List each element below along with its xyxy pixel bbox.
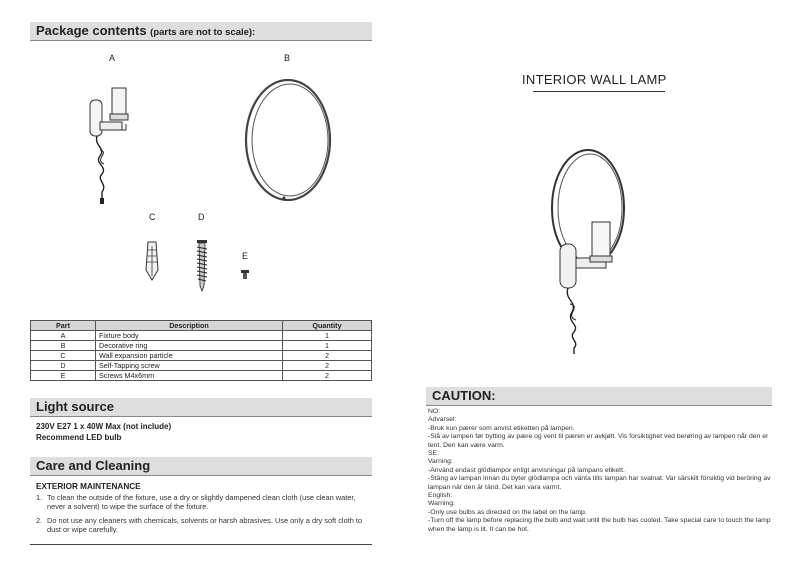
decorative-ring-drawing [240, 74, 340, 208]
caution-line: -Turn off the lamp before replacing the bulb and wait until the bulb has cooled. Take special care to touch the lamp when the lamp is lit. It can be hot. [428, 517, 771, 533]
fixture-body-drawing [80, 80, 140, 210]
care-cleaning-header [30, 457, 372, 476]
light-spec-line: Recommend LED bulb [36, 432, 122, 442]
wall-lamp-illustration [548, 140, 632, 356]
table-header-row [31, 321, 372, 331]
small-screw-drawing [241, 270, 249, 280]
table-cell: C [31, 351, 96, 361]
bottom-rule [30, 544, 372, 545]
caution-line: -Använd endast glödlampor enligt anvisningar på lampans etikett. [428, 466, 625, 474]
caution-line: Varning: [428, 458, 453, 466]
caution-line: -Stäng av lampan innan du byter glödlampa och vänta tills lampan har svalnat. Var särskilt försiktig vid beröring av lampan när den är tänd. Det kan vara varmt. [428, 475, 771, 491]
caution-line: Advarsel: [428, 416, 457, 424]
table-cell: 2 [283, 351, 372, 361]
table-cell: 2 [283, 371, 372, 381]
table-cell: Fixture body [96, 331, 283, 341]
title-underline [533, 91, 665, 92]
caution-line: NO: [428, 408, 441, 415]
table-cell: Wall expansion particle [96, 351, 283, 361]
care-item [36, 516, 372, 535]
table-cell: Self-Tapping screw [96, 361, 283, 371]
care-item-text: Do not use any cleaners with chemicals, solvents or harsh abrasives. Use only a dry soft cloth to dust or wipe carefully. [47, 516, 363, 535]
caution-line: SE: [428, 450, 439, 458]
part-label-b: B [284, 53, 291, 63]
care-item [36, 493, 372, 512]
table-row [31, 351, 372, 361]
column-header-description: Description [96, 321, 283, 331]
light-source-title: Light source [36, 399, 115, 414]
caution-line: -Only use bulbs as directed on the label on the lamp. [428, 508, 587, 516]
exterior-maintenance-title: EXTERIOR MAINTENANCE [36, 482, 141, 491]
table-row [31, 331, 372, 341]
package-note: (parts are not to scale): [150, 27, 256, 38]
wall-plug-drawing [140, 240, 164, 284]
table-cell: Screws M4x6mm [96, 371, 283, 381]
column-header-part: Part [31, 321, 96, 331]
table-cell: E [31, 371, 96, 381]
part-label-a: A [109, 53, 116, 63]
light-source-header [30, 398, 372, 417]
caution-line: Warning: [428, 500, 455, 508]
table-row [31, 371, 372, 381]
table-cell: Decorative ring [96, 341, 283, 351]
care-item-number: 1. [36, 493, 43, 502]
light-source-spec [36, 422, 171, 443]
caution-line: -Bruk kun pærer som anvist etiketten på lampen. [428, 424, 575, 432]
table-row [31, 341, 372, 351]
care-item-number: 2. [36, 516, 43, 525]
table-cell: D [31, 361, 96, 371]
part-label-c: C [149, 212, 156, 222]
parts-table [30, 320, 372, 381]
part-label-d: D [198, 212, 205, 222]
part-label-e: E [242, 251, 249, 261]
table-cell: 2 [283, 361, 372, 371]
caution-header [426, 387, 772, 406]
table-cell: B [31, 341, 96, 351]
package-contents-header [30, 22, 372, 41]
product-title: INTERIOR WALL LAMP [522, 72, 667, 87]
column-header-quantity: Quantity [283, 321, 372, 331]
table-cell: 1 [283, 341, 372, 351]
caution-line: -Slå av lampen før bytting av pære og vent til pæren er avkjølt. Vis forsiktighet ved berøring av lampen når den er tent. Den kan være varm. [428, 433, 769, 449]
screw-drawing [192, 240, 212, 292]
care-cleaning-title: Care and Cleaning [36, 458, 151, 473]
table-cell: A [31, 331, 96, 341]
caution-line: English: [428, 492, 453, 500]
table-row [31, 361, 372, 371]
care-item-text: To clean the outside of the fixture, use a dry or slightly dampened clean cloth (use clean water, never a solvent) to wipe the surface of the fixture. [47, 493, 356, 512]
caution-text [428, 408, 774, 534]
table-cell: 1 [283, 331, 372, 341]
caution-title: CAUTION: [432, 388, 496, 403]
light-spec-line: 230V E27 1 x 40W Max (not include) [36, 422, 172, 431]
package-contents-title: Package contents [36, 23, 147, 38]
